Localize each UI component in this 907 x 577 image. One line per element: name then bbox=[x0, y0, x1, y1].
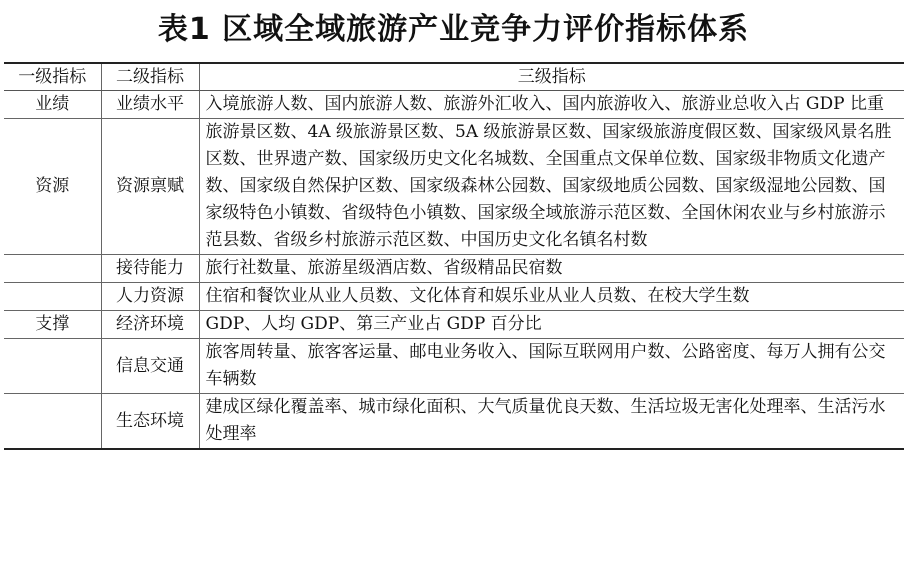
level2-cell: 信息交通 bbox=[101, 339, 199, 394]
level1-cell: 支撑 bbox=[4, 311, 101, 339]
level1-cell: 资源 bbox=[4, 119, 101, 255]
level3-cell: 住宿和餐饮业从业人员数、文化体育和娱乐业从业人员数、在校大学生数 bbox=[199, 283, 904, 311]
level2-cell: 人力资源 bbox=[101, 283, 199, 311]
level3-cell: 入境旅游人数、国内旅游人数、旅游外汇收入、国内旅游收入、旅游业总收入占 GDP 比重 bbox=[199, 91, 904, 119]
level3-cell: GDP、人均 GDP、第三产业占 GDP 百分比 bbox=[199, 311, 904, 339]
level3-cell: 旅客周转量、旅客客运量、邮电业务收入、国际互联网用户数、公路密度、每万人拥有公交车辆数 bbox=[199, 339, 904, 394]
header-level3: 三级指标 bbox=[199, 63, 904, 91]
header-level1: 一级指标 bbox=[4, 63, 101, 91]
table-row bbox=[4, 311, 904, 339]
table-row bbox=[4, 283, 904, 311]
level1-cell bbox=[4, 283, 101, 311]
level2-cell: 资源禀赋 bbox=[101, 119, 199, 255]
level1-cell: 业绩 bbox=[4, 91, 101, 119]
indicator-table bbox=[4, 62, 904, 450]
table-row bbox=[4, 394, 904, 450]
table-title: 表1 区域全域旅游产业竞争力评价指标体系 bbox=[157, 12, 750, 47]
level2-cell: 业绩水平 bbox=[101, 91, 199, 119]
table-row bbox=[4, 91, 904, 119]
table-header-row bbox=[4, 63, 904, 91]
header-level2: 二级指标 bbox=[101, 63, 199, 91]
table-row bbox=[4, 339, 904, 394]
table-row bbox=[4, 255, 904, 283]
level2-cell: 生态环境 bbox=[101, 394, 199, 450]
level1-cell bbox=[4, 255, 101, 283]
level3-cell: 旅行社数量、旅游星级酒店数、省级精品民宿数 bbox=[199, 255, 904, 283]
level1-cell bbox=[4, 339, 101, 394]
level2-cell: 接待能力 bbox=[101, 255, 199, 283]
level3-cell: 旅游景区数、4A 级旅游景区数、5A 级旅游景区数、国家级旅游度假区数、国家级风景名胜区数、世界遗产数、国家级历史文化名城数、全国重点文保单位数、国家级非物质文化遗产数、国家级自然保护区数、国家级森林公园数、国家级地质公园数、国家级湿地公园数、国家级特色小镇数、省级特色小镇数、国家级全域旅游示范区数、全国休闲农业与乡村旅游示范县数、省级乡村旅游示范区数、中国历史文化名镇名村数 bbox=[199, 119, 904, 255]
level3-cell: 建成区绿化覆盖率、城市绿化面积、大气质量优良天数、生活垃圾无害化处理率、生活污水处理率 bbox=[199, 394, 904, 450]
level1-cell bbox=[4, 394, 101, 450]
table-row bbox=[4, 119, 904, 255]
level2-cell: 经济环境 bbox=[101, 311, 199, 339]
